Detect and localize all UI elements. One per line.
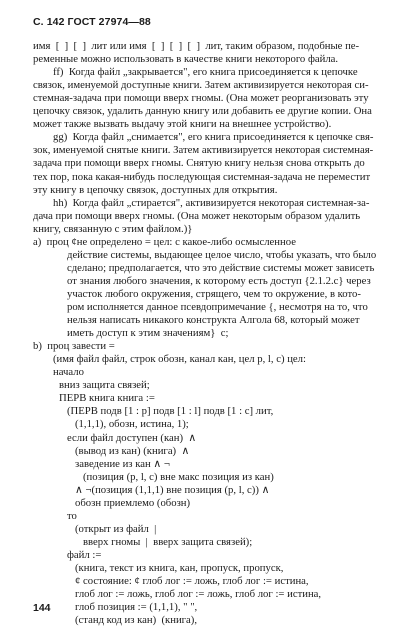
text-line: (книга, текст из книга, кан, пропуск, пропуск,	[75, 562, 284, 574]
text-line: (вывод из кан) (книга) ∧	[75, 444, 190, 457]
text-line: ром исполняется данное псевдопримечание {, несмотря на то, что	[67, 301, 368, 313]
text-line: участок любого окружения, стрящего, чем то окружение, в кото-	[67, 287, 361, 300]
text-line: a) проц ¢не определено = цел: с какое-либо осмысленное	[33, 235, 296, 248]
text-line: b) проц завести =	[33, 340, 115, 353]
page-header: С. 142 ГОСТ 27974—88	[33, 16, 151, 28]
text-line: зок, именуемой снятые книги. Затем активизируется некоторая системная-	[33, 144, 374, 157]
text-line: (1,1,1), обозн, истина, 1);	[75, 418, 189, 431]
text-line: книгу, связанную с этим файлом.)}	[33, 222, 193, 235]
text-line: цепочку связок, удалить данную книгу или добавить ее другие копии. Она	[33, 105, 372, 118]
text-line: hh) Когда файл „стирается", активизируется некоторая системная-за-	[53, 196, 370, 209]
text-line: эту книгу в цепочку связок, доступных для открытия.	[33, 183, 278, 196]
text-line: может также вызвать выдачу этой книги на внешнее устройство).	[33, 118, 332, 131]
text-line: (позиция (p, l, c) вне макс позиция из кан)	[83, 470, 274, 483]
text-line: (имя файл файл, строк обозн, канал кан, цел p, l, c) цел:	[53, 353, 306, 366]
text-line: то	[67, 509, 77, 522]
text-line: если файл доступен (кан) ∧	[67, 431, 197, 444]
text-line: ременные можно использовать в качестве книги некоторого файла.	[33, 53, 339, 66]
text-line: дача при помощи вверх гномы. (Она может некоторым образом удалить	[33, 209, 361, 222]
text-line: иметь доступ к этим значениям} с;	[67, 327, 229, 340]
text-line: (ПЕРВ подв [1 : p] подв [1 : l] подв [1 : c] лит,	[67, 405, 274, 418]
text-line: начало	[53, 366, 84, 379]
text-line: (открыт из файл |	[75, 522, 157, 535]
page-number: 144	[33, 602, 51, 614]
text-line: от знания любого значения, к которому есть доступ {2.1.2.c} через	[67, 274, 371, 287]
text-line: ПЕРВ книга книга :=	[59, 392, 155, 405]
text-line: связок, именуемой доступные книги. Затем активизируется некоторая си-	[33, 79, 369, 92]
text-line: вверх гномы | вверх защита связей);	[83, 535, 253, 548]
text-line: обозн приемлемо (обозн)	[75, 496, 191, 509]
text-line: gg) Когда файл „снимается", его книга присоединяется к цепочке свя-	[53, 131, 374, 144]
text-line: ¢ состояние: ¢ глоб лог := ложь, глоб лог := истина,	[75, 575, 309, 588]
text-line: нельзя написать никакого конструкта Алгола 68, который может	[67, 314, 360, 327]
text-line: вниз защита связей;	[59, 379, 150, 392]
text-line: заведение из кан ∧ ¬	[75, 457, 170, 470]
text-line: сделано; предполагается, что это действие системы может зависеть	[67, 261, 375, 274]
text-line: файл :=	[67, 548, 102, 561]
text-line: ff) Когда файл „закрывается", его книга присоединяется к цепочке	[53, 66, 358, 79]
text-line: глоб лог := ложь, глоб лог := ложь, глоб лог := истина,	[75, 588, 322, 601]
text-line: действие системы, выдающее целое число, чтобы указать, что было	[67, 248, 377, 261]
text-line: задача при помощи вверх гномы. Снятую книгу нельзя снова открыть до	[33, 157, 365, 170]
text-line: ∧ ¬(позиция (1,1,1) вне позиция (p, l, c)) ∧	[75, 483, 270, 496]
text-line: глоб позиция := (1,1,1), " ",	[75, 601, 198, 614]
text-line: стемная-задача при помощи вверх гномы. (Она может реорганизовать эту	[33, 92, 369, 105]
text-line: (станд код из кан) (книга),	[75, 614, 198, 627]
text-line: имя [ ] [ ] лит или имя [ ] [ ] [ ] лит, таким образом, подобные пе-	[33, 40, 360, 52]
text-line: тех пор, пока какая-нибудь последующая системная-задача не переместит	[33, 170, 371, 183]
